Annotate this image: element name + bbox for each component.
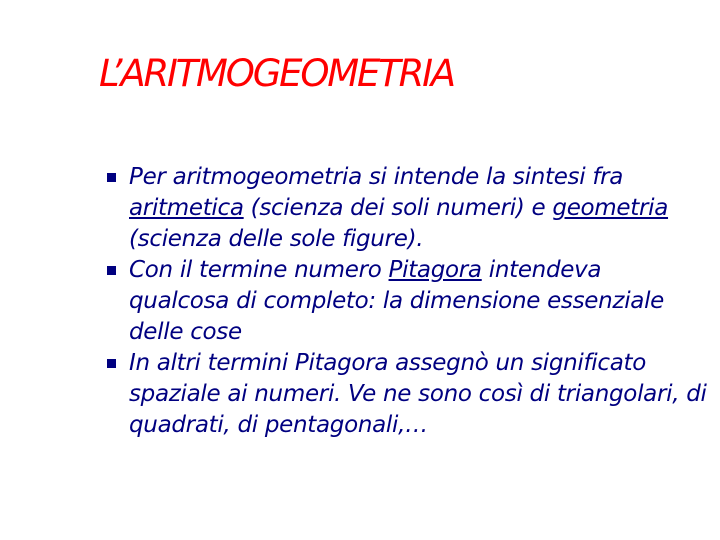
bullet-list (107, 162, 707, 441)
pitagora-link[interactable]: Pitagora (388, 257, 482, 283)
geometria-link[interactable]: geometria (552, 195, 669, 221)
square-bullet-icon (107, 359, 116, 368)
slide-title: L’ARITMOGEOMETRIA (99, 52, 454, 95)
square-bullet-icon (107, 173, 116, 182)
square-bullet-icon (107, 266, 116, 275)
bullet-text: (scienza delle sole figure). (129, 226, 424, 252)
bullet-text: Per aritmogeometria si intende la sintesi fra (129, 164, 624, 190)
bullet-item (107, 255, 707, 348)
bullet-text: In altri termini Pitagora assegnò un significato spaziale ai numeri. Ve ne sono così di triangolari, di quadrati, di pentagonali,… (129, 350, 707, 438)
bullet-text: (scienza dei soli numeri) e (243, 195, 553, 221)
bullet-item (107, 348, 707, 441)
bullet-item (107, 162, 707, 255)
bullet-text: intendeva qualcosa di completo: la dimensione essenziale delle cose (129, 257, 665, 345)
aritmetica-link[interactable]: aritmetica (129, 195, 244, 221)
bullet-text: Con il termine numero (129, 257, 389, 283)
